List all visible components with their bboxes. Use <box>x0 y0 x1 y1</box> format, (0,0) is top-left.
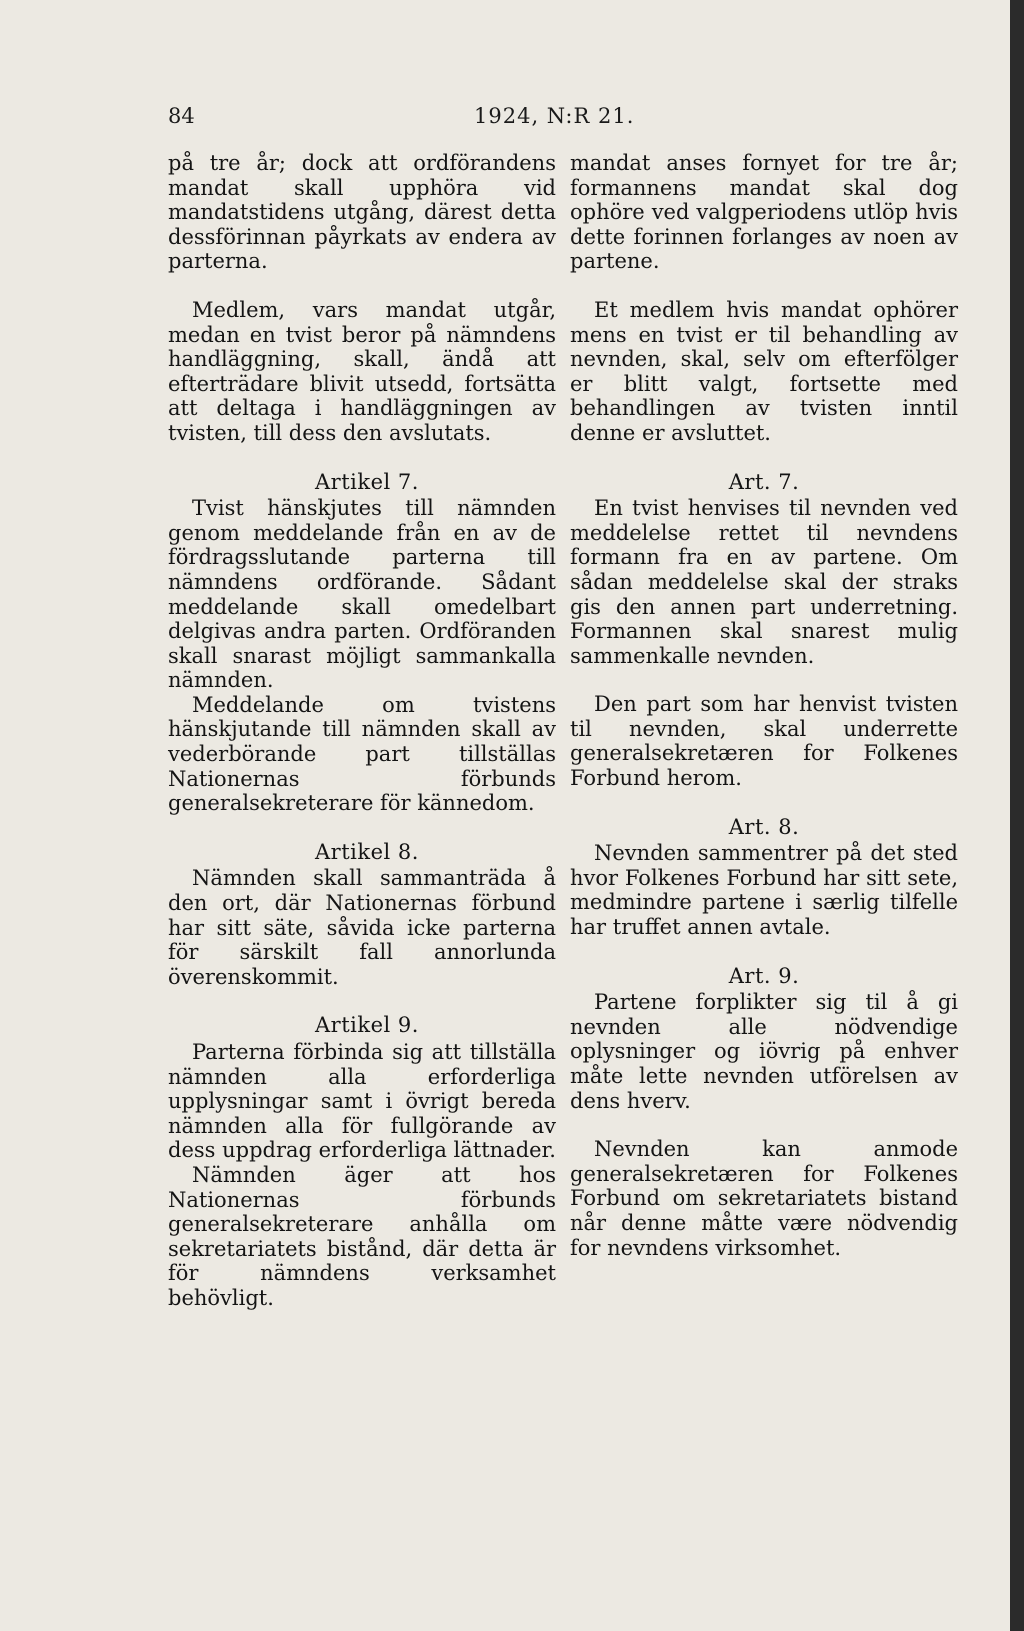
norwegian-column <box>570 151 958 1260</box>
sv-article-9-paragraph-1: Parterna förbinda sig att tillställa nämnden alla erforderliga upplysningar samt i övrigt bereda nämnden alla för fullgörande av dess uppdrag erforderliga lättnader. <box>168 1040 556 1163</box>
sv-paragraph-member-continuation: Medlem, vars mandat utgår, medan en tvist beror på nämndens handläggning, skall, ändå att efterträdare blivit utsedd, fortsätta att deltaga i handläggningen av tvisten, till dess den avslutats. <box>168 297 556 445</box>
sv-article-7-heading: Artikel 7. <box>315 469 419 494</box>
no-article-7-paragraph-1: En tvist henvises til nevnden ved meddelelse rettet til nevndens formann fra en av partene. Om sådan meddelelse skal der straks gis den annen part underretning. Formannen skal snarest mulig sammenkalle nevnden. <box>570 496 958 668</box>
sv-paragraph-mandate-term: på tre år; dock att ordförandens mandat skall upphöra vid mandatstidens utgång, därest detta dessförinnan påyrkats av endera av parterna. <box>168 151 556 274</box>
sv-article-9-paragraph-2: Nämnden äger att hos Nationernas förbunds generalsekreterare anhålla om sekretariatets bistånd, där detta är för nämndens verksamhet behövligt. <box>168 1162 556 1310</box>
sv-article-7-paragraph-1: Tvist hänskjutes till nämnden genom meddelande från en av de fördragsslutande parterna till nämndens ordförande. Sådant meddelande skall omedelbart delgivas andra parten. Ordföranden skall snarast möjligt sammankalla nämnden. <box>168 496 556 693</box>
no-article-8-heading: Art. 8. <box>728 814 800 839</box>
sv-article-9-heading: Artikel 9. <box>315 1013 419 1038</box>
sv-article-8-heading: Artikel 8. <box>315 839 419 864</box>
no-article-9-paragraph-2: Nevnden kan anmode generalsekretæren for Folkenes Forbund om sekretariatets bistand når denne måtte være nödvendig for nevndens virksomhet. <box>570 1137 958 1260</box>
no-article-7-heading: Art. 7. <box>728 469 800 494</box>
swedish-column <box>168 151 556 1311</box>
page-header <box>168 104 946 134</box>
no-paragraph-member-continuation: Et medlem hvis mandat ophörer mens en tvist er til behandling av nevnden, skal, selv om efterfölger er blitt valgt, fortsette med behandlingen av tvisten inntil denne er avsluttet. <box>570 297 958 445</box>
no-article-9-paragraph-1: Partene forplikter sig til å gi nevnden alle nödvendige oplysninger og iövrig på enhver måte lette nevnden utförelsen av dens hverv. <box>570 990 958 1113</box>
no-article-8-paragraph-1: Nevnden sammentrer på det sted hvor Folkenes Forbund har sitt sete, medmindre partene i særlig tilfelle har truffet annen avtale. <box>570 841 958 940</box>
running-head: 1924, N:R 21. <box>474 104 635 128</box>
no-paragraph-mandate-term: mandat anses fornyet for tre år; formannens mandat skal dog ophöre ved valgperiodens utlöp hvis dette forinnen forlanges av noen av partene. <box>570 151 958 274</box>
sv-article-7-paragraph-2: Meddelande om tvistens hänskjutande till nämnden skall av vederbörande part tillställas Nationernas förbunds generalsekreterare för kännedom. <box>168 692 556 816</box>
sv-article-8-paragraph-1: Nämnden skall sammanträda å den ort, där Nationernas förbund har sitt säte, såvida icke parterna för särskilt fall annorlunda överenskommit. <box>168 866 556 989</box>
no-article-7-paragraph-2: Den part som har henvist tvisten til nevnden, skal underrette generalsekretæren for Folkenes Forbund herom. <box>570 692 958 791</box>
page-number: 84 <box>168 104 195 128</box>
no-article-9-heading: Art. 9. <box>728 963 800 988</box>
